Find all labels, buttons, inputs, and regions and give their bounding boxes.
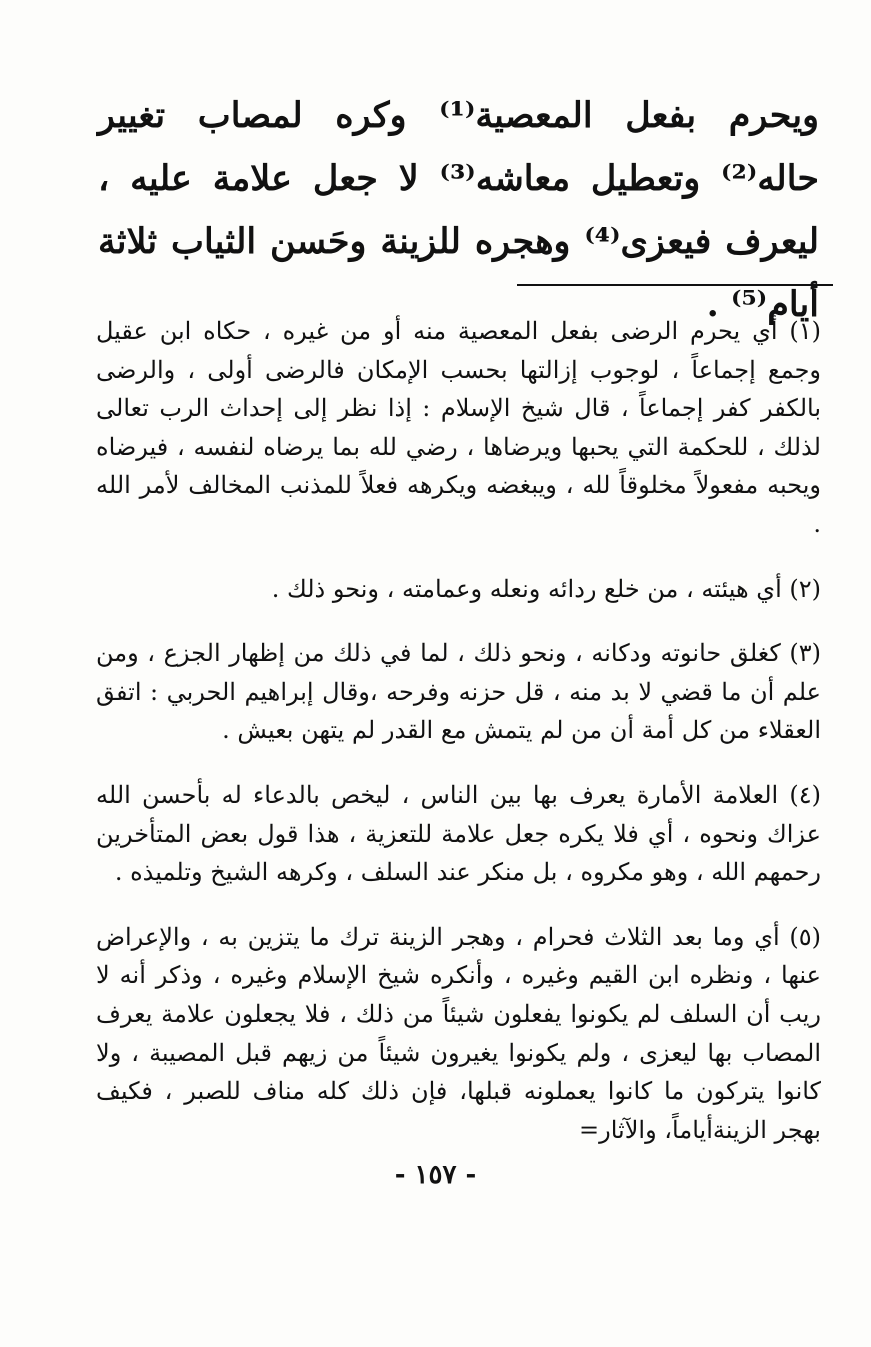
footnote-1: (١) أي يحرم الرضى بفعل المعصية منه أو من غيره ، حكاه ابن عقيل وجمع إجماعاً ، لوجوب إزالتها بحسب الإمكان فالرضى أولى ، والرضى بالكفر كفر إجماعاً ، قال شيخ الإسلام : إذا نظر إلى إحداث الرب تعالى لذلك ، للحكمة التي يحبها ويرضاها ، رضي لله بما يرضاه لنفسه ، فيرضاه ويحبه مفعولاً مخلوقاً لله ، ويبغضه ويكرهه فعلاً للمذنب المخالف لأمر الله . (96, 317, 821, 538)
footnote-2: (٢) أي هيئته ، من خلع ردائه ونعله وعمامته ، ونحو ذلك . (271, 574, 821, 603)
footnote-3: (٣) كغلق حانوته ودكانه ، ونحو ذلك ، لما في ذلك من إظهار الجزع ، ومن علم أن ما قضي لا بد منه ، قل حزنه وفرحه ،وقال إبراهيم الحربي : اتفق العقلاء من كل أمة أن من لم يتمش مع القدر لم يتهن بعيش . (96, 639, 821, 745)
footnote-divider (517, 284, 833, 286)
main-text: ويحرم بفعل المعصية⁽¹⁾ وكره لمصاب تغيير حاله⁽²⁾ وتعطيل معاشه⁽³⁾ لا جعل علامة عليه ، ليعرف فيعزى⁽⁴⁾ وهجره للزينة وحَسن الثياب ثلاثة أيام⁽⁵⁾ . (98, 95, 819, 325)
footnote-4: (٤) العلامة الأمارة يعرف بها بين الناس ، ليخص بالدعاء له بأحسن الله عزاك ونحوه ، أي فلا يكره جعل علامة للتعزية ، هذا قول بعض المتأخرين رحمهم الله ، وهو مكروه ، بل منكر عند السلف ، وكرهه الشيخ وتلميذه . (96, 780, 821, 887)
footnotes (96, 312, 821, 1175)
page-number: - ١٥٧ - (394, 1160, 477, 1190)
footnote-5: (٥) أي وما بعد الثلاث فحرام ، وهجر الزينة ترك ما يتزين به ، والإعراض عنها ، ونظره ابن القيم وغيره ، وأنكره شيخ الإسلام وغيره ، وذكر أنه لا ريب أن السلف لم يكونوا يفعلون شيئاً من ذلك ، فلا يجعلون علامة يعرف المصاب بها ليعزى ، ولم يكونوا يغيرون شيئاً من زيهم قبل المصيبة ، ولا كانوا يتركون ما كانوا يعملونه قبلها، فإن ذلك كله مناف للصبر ، فكيف بهجر الزينةأياماً، والآثار= (96, 922, 821, 1144)
